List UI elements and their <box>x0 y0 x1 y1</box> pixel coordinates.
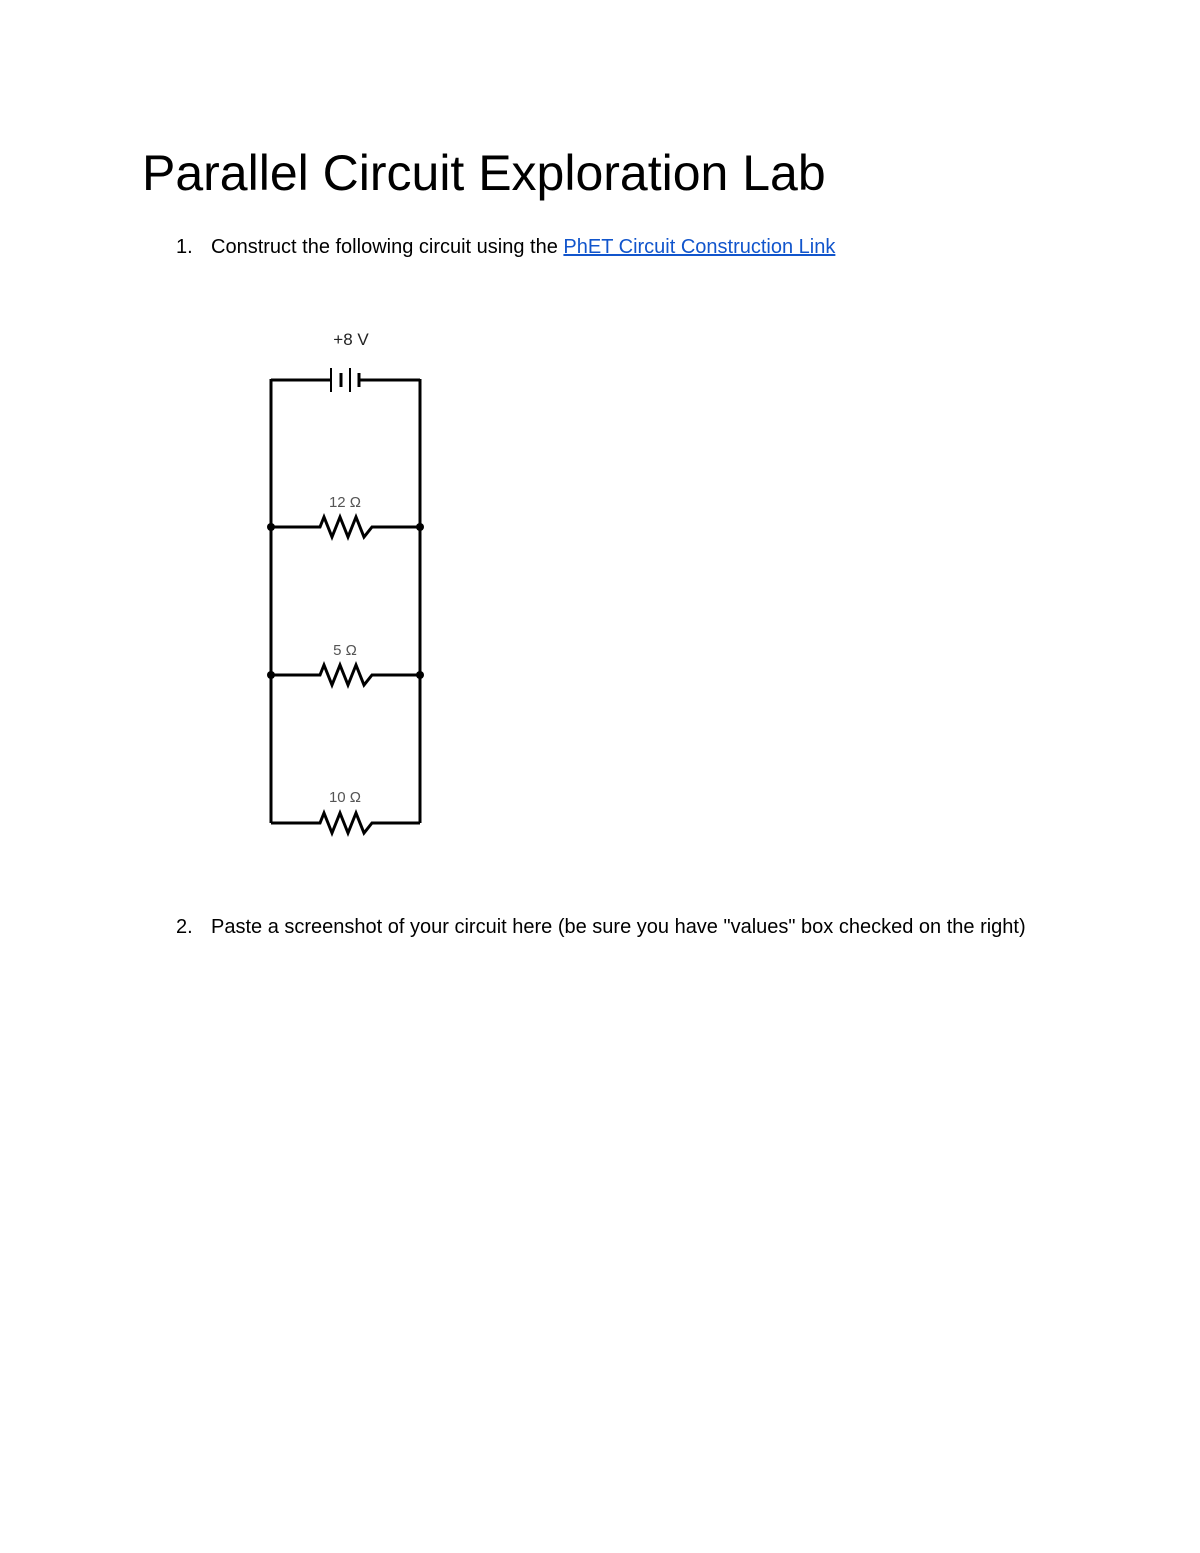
resistor-5-ohm-symbol <box>271 665 420 685</box>
junction-dot <box>267 671 275 679</box>
list-text-2: Paste a screenshot of your circuit here (be sure you have "values" box checked on the right) <box>211 916 1026 938</box>
junction-dot <box>416 671 424 679</box>
battery-symbol <box>331 368 359 392</box>
junction-dot <box>267 523 275 531</box>
list-text-1-prefix: Construct the following circuit using the <box>211 236 564 258</box>
parallel-circuit-diagram <box>240 320 460 860</box>
resistor-label-12-ohm: 12 Ω <box>328 494 362 511</box>
phet-circuit-link[interactable]: PhET Circuit Construction Link <box>563 236 836 258</box>
resistor-10-ohm-symbol <box>271 813 420 833</box>
resistor-label-10-ohm: 10 Ω <box>328 789 362 806</box>
resistor-label-5-ohm: 5 Ω <box>333 642 357 659</box>
list-number-1: 1. <box>176 236 193 258</box>
list-text-1 <box>211 233 1056 262</box>
list-number-2: 2. <box>176 916 193 938</box>
battery-label: +8 V <box>333 330 369 349</box>
junction-dot <box>416 523 424 531</box>
resistor-12-ohm-symbol <box>271 517 420 537</box>
page-title: Parallel Circuit Exploration Lab <box>142 145 826 201</box>
